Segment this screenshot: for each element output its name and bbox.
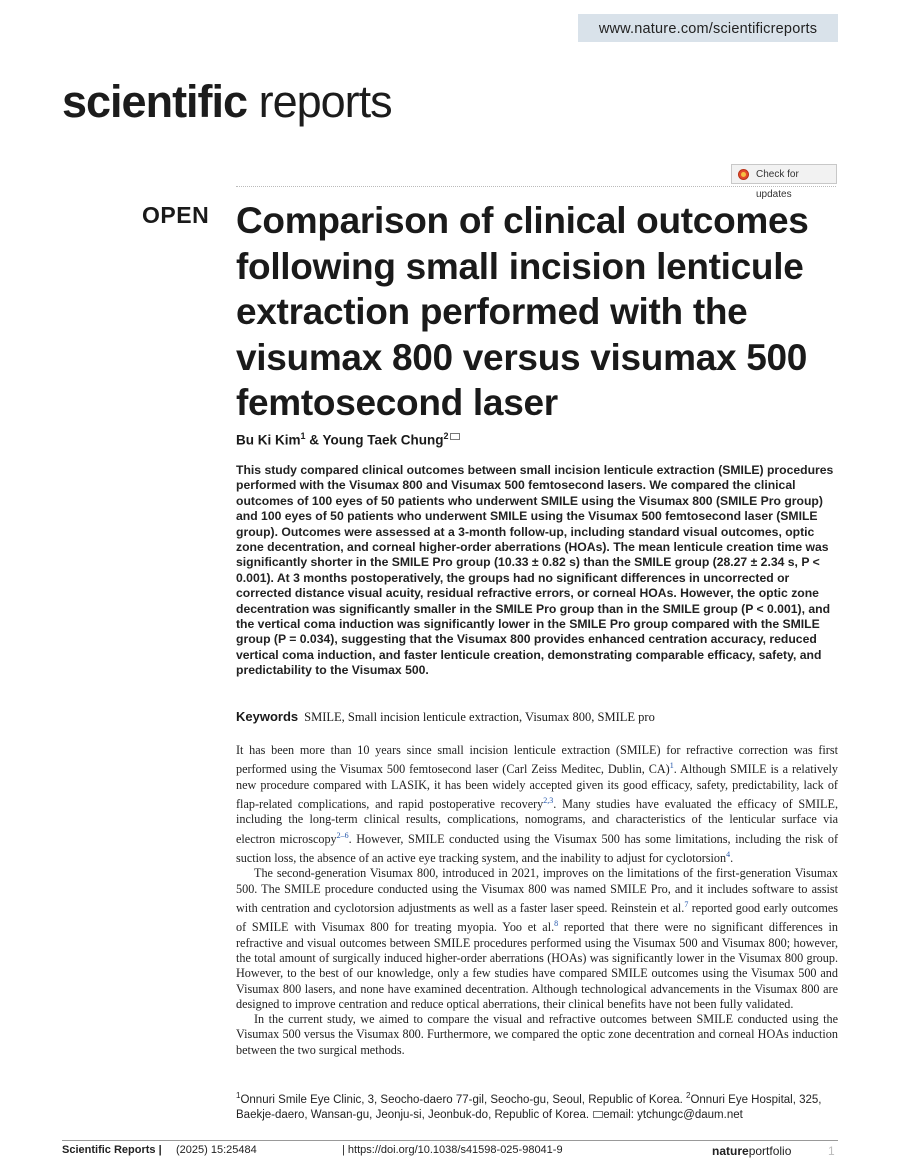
check-for-updates-label: Check for updates: [756, 169, 799, 200]
body-paragraph: In the current study, we aimed to compare the visual and refractive outcomes between SMILE conducted using the Visumax 500 versus the Visumax 800. Furthermore, we compared the optic zone decentration and corneal HOAs induction between the two surgical methods.: [236, 1012, 838, 1057]
text-run: It has been more than 10 years since small incision lenticule extraction (SMILE) for refractive correction was first performed using the Visumax 500 femtosecond laser (Carl Zeiss Meditec, Dublin, CA): [236, 743, 838, 777]
author-separator: &: [305, 432, 323, 448]
crossmark-icon: [738, 169, 749, 180]
publisher-bold: nature: [712, 1144, 749, 1158]
header-divider: [236, 186, 836, 187]
page-number: 1: [828, 1144, 835, 1158]
affiliation-2: Onnuri Eye Hospital, 325, Baekje-daero, Wansan-gu, Jeonju-si, Jeonbuk-do, Republic of Korea.: [236, 1093, 822, 1122]
citation-ref[interactable]: 4: [726, 849, 731, 859]
article-body: [236, 743, 838, 1058]
footer-journal: Scientific Reports |: [62, 1144, 162, 1156]
affil-ref: 2: [686, 1091, 691, 1100]
journal-logo[interactable]: [62, 78, 392, 126]
affil-ref: 1: [236, 1091, 241, 1100]
keywords: [236, 709, 836, 725]
text-run: . However, SMILE conducted using the Visumax 500 has some limitations, including the risk of suction loss, the absence of an active eye tracking system, and the inability to adjust for cyclotorsion: [236, 831, 838, 866]
text-run: . Many studies have evaluated the efficacy of SMILE, including the long-term clinical results, complications, nomograms, and characteristics of the lenticular surface via electron microscopy: [236, 797, 838, 846]
author-affil-ref: 1: [300, 431, 306, 441]
article-title: Comparison of clinical outcomes following small incision lenticule extraction performed with the visumax 800 versus visumax 500 femtosecond laser: [236, 200, 809, 423]
text-run: .: [730, 851, 734, 866]
abstract: This study compared clinical outcomes between small incision lenticule extraction (SMILE) procedures performed with the Visumax 800 and Visumax 500 femtosecond lasers. We compared the clinical outcomes of 100 eyes of 50 patients who underwent SMILE using the Visumax 800 (SMILE Pro group) and 100 eyes of 50 patients who underwent SMILE using the Visumax 500 femtosecond laser (SMILE group). Outcomes were assessed at a 3-month follow-up, including standard visual outcomes, optic zone decentration, and corneal higher-order aberrations (HOAs). The mean lenticule creation time was significantly shorter in the SMILE Pro group (10.33 ± 0.82 s) than the SMILE group (28.27 ± 2.34 s, P < 0.001). At 3 months postoperatively, the groups had no significant differences in uncorrected or corrected distance visual acuity, residual refractive errors, or corneal HOAs. However, the optic zone decentration was significantly smaller in the SMILE Pro group than in the SMILE group (P < 0.001), and the vertical coma induction was significantly lower in the SMILE Pro group compared with the SMILE group (P = 0.034), suggesting that the Visumax 800 provides enhanced centration accuracy, reduced vertical coma induction, and faster lenticule creation, demonstrating comparable efficacy, safety, and predictability to the Visumax 500.: [236, 463, 834, 678]
text-run: The second-generation Visumax 800, introduced in 2021, improves on the limitations of the first-generation Visumax 500. The SMILE procedure conducted using the Visumax 800 was named SMILE Pro, and it includes software to assist with centration and cyclotorsion adjustments as well as a faster laser speed. Reinstein et al.: [236, 866, 838, 915]
text-run: . Although SMILE is a relatively new procedure compared with LASIK, it has been widely accepted given its good efficacy, safety, predictability, lack of flap-related complications, and rapid postoperative recovery: [236, 762, 838, 812]
affiliation-1: Onnuri Smile Eye Clinic, 3, Seocho-daero 77-gil, Seocho-gu, Seoul, Republic of Korea.: [240, 1093, 686, 1106]
check-for-updates-button[interactable]: [731, 164, 837, 200]
author-name[interactable]: Bu Ki Kim: [236, 432, 301, 448]
citation-ref[interactable]: 7: [684, 899, 689, 909]
email-icon[interactable]: [450, 433, 460, 440]
author-list: [236, 431, 460, 448]
keywords-label: Keywords: [236, 709, 299, 724]
open-access-label: OPEN: [142, 202, 210, 228]
body-paragraph: [236, 743, 838, 866]
footer-doi-link[interactable]: | https://doi.org/10.1038/s41598-025-98041-9: [342, 1144, 563, 1156]
text-run: reported good early outcomes of SMILE with Visumax 800 for treating myopia. Yoo et al.: [236, 900, 838, 935]
citation-ref[interactable]: 2,3: [543, 795, 554, 805]
corresponding-email[interactable]: email: ytchungc@daum.net: [603, 1109, 743, 1122]
journal-url[interactable]: www.nature.com/scientificreports: [578, 14, 838, 42]
citation-ref[interactable]: 1: [669, 761, 674, 771]
journal-logo-light: reports: [247, 76, 392, 127]
publisher-logo: [712, 1144, 791, 1158]
citation-ref[interactable]: 2–6: [336, 830, 349, 840]
author-name[interactable]: Young Taek Chung: [322, 432, 444, 448]
affiliations: [236, 1088, 836, 1124]
footer-divider: [62, 1140, 838, 1141]
journal-logo-bold: scientific: [62, 76, 248, 127]
footer-citation: (2025) 15:25484: [176, 1144, 257, 1156]
body-paragraph: [236, 866, 838, 1012]
citation-ref[interactable]: 8: [554, 919, 559, 929]
publisher-light: portfolio: [748, 1144, 792, 1158]
author-affil-ref: 2: [443, 431, 449, 441]
email-icon: [593, 1111, 603, 1118]
text-run: reported that there were no significant differences in refractive and visual outcomes between SMILE procedures performed using the Visumax 500 and Visumax 800; however, the total amount of surgically induced higher-order aberrations (HOAs) was significantly lower in the Visumax 800 group. However, to the best of our knowledge, only a few studies have compared SMILE outcomes using the Visumax 500 and Visumax 800 lasers, and none have examined decentration. Although technological advancements in the Visumax 800 are designed to improve centration and reduce optical aberrations, their clinical benefits have not been fully validated.: [236, 920, 838, 1011]
keywords-list: SMILE, Small incision lenticule extraction, Visumax 800, SMILE pro: [304, 710, 655, 724]
